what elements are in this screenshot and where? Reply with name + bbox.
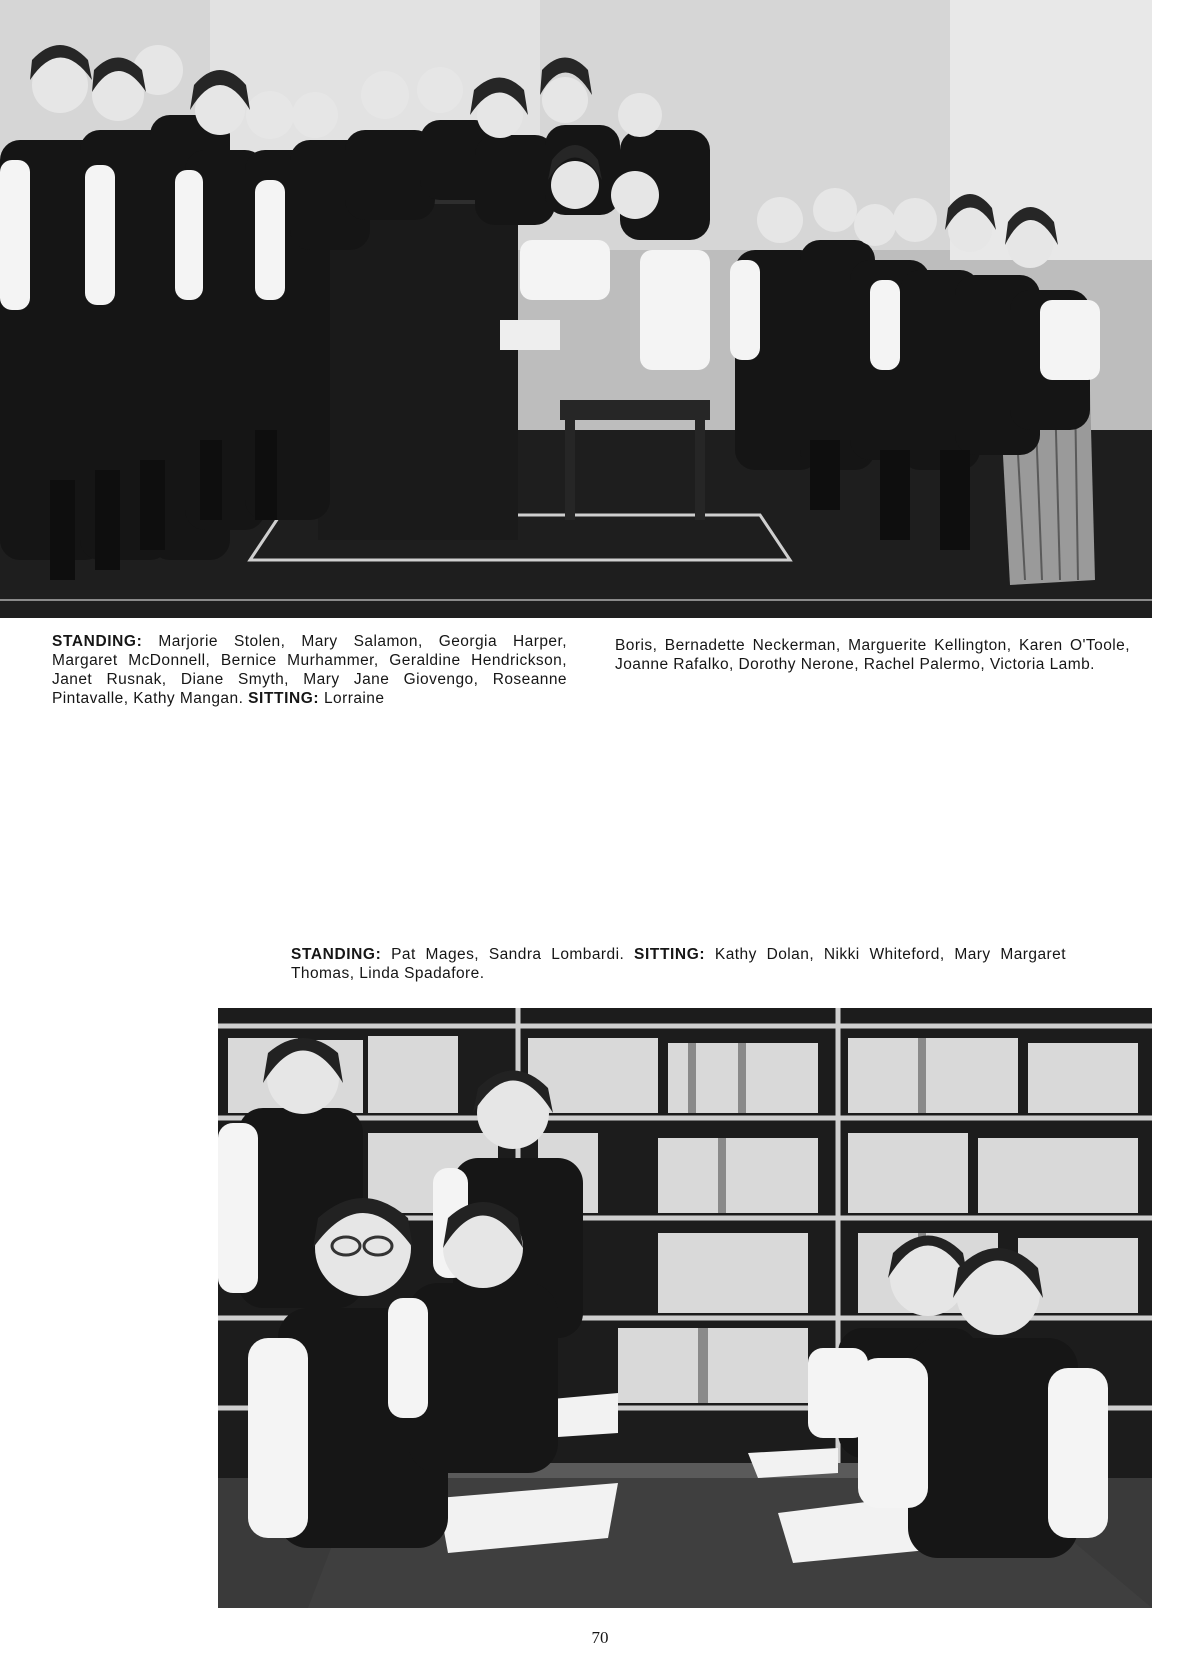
bottom-sitting-label: SITTING: (634, 946, 706, 963)
top-caption-right (615, 636, 1130, 674)
page-number: 70 (591, 1628, 609, 1647)
standing-names: Marjorie Stolen, Mary Salamon, Georgia Harper, Margaret McDonnell, Bernice Murhammer, Geraldine Hendrickson, Janet Rusnak, Diane Smyth, Mary Jane Giovengo, Roseanne Pintavalle, Kathy Mangan. (52, 633, 567, 707)
bottom-standing-names: Pat Mages, Sandra Lombardi. (381, 946, 635, 963)
standing-label: STANDING: (52, 633, 143, 650)
bottom-photo (218, 1008, 1152, 1608)
bottom-standing-label: STANDING: (291, 946, 382, 963)
sitting-names-start: Lorraine (319, 690, 385, 707)
bottom-sitting-names: Kathy Dolan, Nikki Whiteford, Mary Margaret Thomas, Linda Spadafore. (291, 946, 1066, 982)
top-caption-left (52, 632, 567, 708)
bottom-photo-scene (218, 1008, 1152, 1608)
top-photo-scene (0, 0, 1152, 618)
top-photo (0, 0, 1152, 618)
sitting-label: SITTING: (248, 690, 320, 707)
bottom-caption (291, 945, 1066, 983)
sitting-names-continued: Boris, Bernadette Neckerman, Marguerite Kellington, Karen O'Toole, Joanne Rafalko, Dorothy Nerone, Rachel Palermo, Victoria Lamb. (615, 637, 1130, 673)
